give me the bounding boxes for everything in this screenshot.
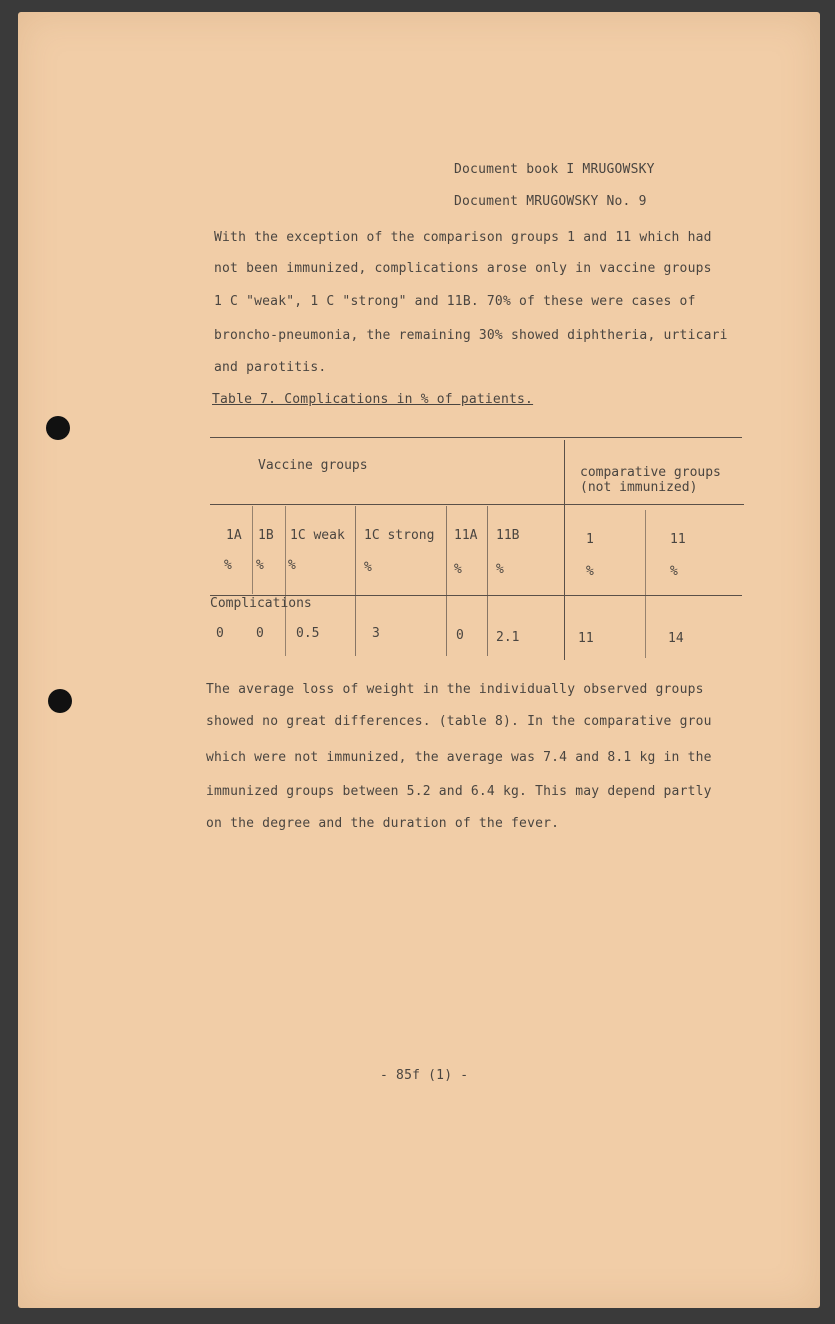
col-11: 11 — [670, 532, 686, 547]
table-rule-col — [355, 506, 356, 656]
value-1A: 0 — [216, 626, 224, 641]
paragraph1-line: and parotitis. — [214, 360, 327, 375]
document-page — [18, 12, 820, 1308]
table-rule-top — [210, 437, 742, 438]
unit-11: % — [670, 564, 678, 579]
value-11B: 2.1 — [496, 630, 520, 645]
value-1: 11 — [578, 631, 594, 646]
comparative-groups-header: comparative groups — [580, 465, 721, 480]
paragraph1-line: not been immunized, complications arose only in vaccine groups — [214, 261, 712, 276]
col-1: 1 — [586, 532, 594, 547]
paragraph2-line: on the degree and the duration of the fever. — [206, 816, 560, 831]
paragraph2-line: immunized groups between 5.2 and 6.4 kg. This may depend partly — [206, 784, 712, 799]
complications-table — [210, 430, 745, 660]
document-number-heading: Document MRUGOWSKY No. 9 — [454, 194, 647, 209]
value-11A: 0 — [456, 628, 464, 643]
col-1C-strong: 1C strong — [364, 528, 435, 543]
vaccine-groups-header: Vaccine groups — [258, 458, 368, 473]
paragraph2-line: The average loss of weight in the individually observed groups — [206, 682, 704, 697]
table-rule-col — [446, 506, 447, 656]
paragraph2-line: which were not immunized, the average was 7.4 and 8.1 kg in the — [206, 750, 712, 765]
table-rule-header — [210, 504, 744, 505]
paragraph1-line: 1 C "weak", 1 C "strong" and 11B. 70% of these were cases of — [214, 294, 696, 309]
table-rule-col — [645, 510, 646, 658]
comparative-groups-subheader: (not immunized) — [580, 480, 698, 495]
unit-1A: % — [224, 558, 232, 573]
unit-11A: % — [454, 562, 462, 577]
unit-1C-strong: % — [364, 560, 372, 575]
value-1C-strong: 3 — [372, 626, 380, 641]
document-book-heading: Document book I MRUGOWSKY — [454, 162, 655, 177]
unit-11B: % — [496, 562, 504, 577]
punch-hole-top — [46, 416, 70, 440]
value-1B: 0 — [256, 626, 264, 641]
paragraph1-line: With the exception of the comparison groups 1 and 11 which had — [214, 230, 712, 245]
paragraph2-line: showed no great differences. (table 8). In the comparative grou — [206, 714, 712, 729]
unit-1B: % — [256, 558, 264, 573]
page-number: - 85f (1) - — [380, 1068, 469, 1083]
col-1A: 1A — [226, 528, 242, 543]
paragraph1-line: broncho-pneumonia, the remaining 30% showed diphtheria, urticari — [214, 328, 728, 343]
table-rule-divider — [564, 440, 565, 660]
value-11: 14 — [668, 631, 684, 646]
table-rule-col — [487, 506, 488, 656]
row-label-complications: Complications — [210, 596, 312, 611]
col-11A: 11A — [454, 528, 478, 543]
table-rule-col — [252, 506, 253, 594]
value-1C-weak: 0.5 — [296, 626, 320, 641]
unit-1: % — [586, 564, 594, 579]
table-title: Table 7. Complications in % of patients. — [212, 392, 534, 407]
col-1C-weak: 1C weak — [290, 528, 345, 543]
col-11B: 11B — [496, 528, 520, 543]
table-rule-col — [285, 506, 286, 656]
punch-hole-bottom — [48, 689, 72, 713]
unit-1C-weak: % — [288, 558, 296, 573]
col-1B: 1B — [258, 528, 274, 543]
